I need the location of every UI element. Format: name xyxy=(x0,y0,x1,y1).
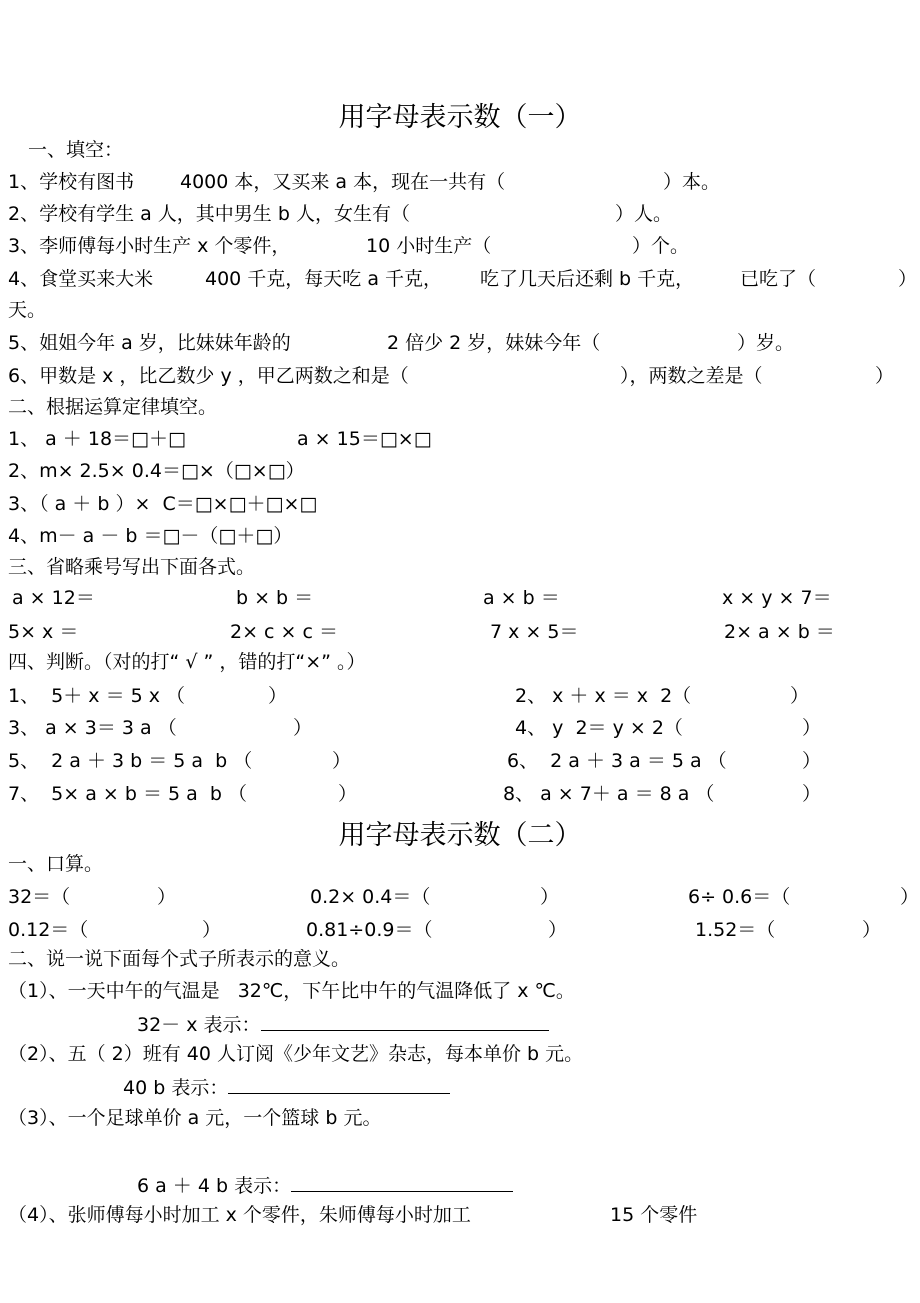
q3-part1: 3、李师傅每小时生产 x 个零件， xyxy=(8,235,291,257)
meaning-q1: （1）、一天中午的气温是 32℃，下午比中午的气温降低了 x ℃。 xyxy=(8,980,575,1002)
judge-6: 6、 2 a ＋ 3 a ＝ 5 a （ xyxy=(507,750,727,772)
judge-8-close: ） xyxy=(802,783,822,805)
q4-part6: 天。 xyxy=(8,299,47,321)
meaning-q3-expr xyxy=(137,1173,513,1197)
expr-r2c1: 5× x ＝ xyxy=(8,621,79,643)
p2-heading: 二、说一说下面每个式子所表示的意义。 xyxy=(8,948,351,970)
judge-3: 3、 a × 3＝ 3 a （ xyxy=(8,717,177,739)
judge-4: 4、 y 2＝ y × 2（ xyxy=(515,717,683,739)
q5-part3: ）岁。 xyxy=(737,332,795,354)
meaning-q3-expr-label: 6 a ＋ 4 b 表示： xyxy=(137,1175,292,1197)
judge-1: 1、 5＋ x ＝ 5 x （ xyxy=(8,685,186,707)
q6-part3: ） xyxy=(875,365,895,387)
section4-heading: 四、判断。（对的打“ √ ” ，错的打“×” 。） xyxy=(8,651,366,673)
q4-part5: ） xyxy=(898,268,918,290)
judge-3-close: ） xyxy=(293,717,313,739)
q4-part1: 4、食堂买来大米 xyxy=(8,268,154,290)
q2-part2: ）人。 xyxy=(615,203,673,225)
mental-r1c3: 6÷ 0.6＝（ xyxy=(688,886,791,908)
mental-r2c1-close: ） xyxy=(202,919,222,941)
meaning-q4-part2: 15 个零件 xyxy=(610,1204,698,1226)
judge-7-close: ） xyxy=(338,783,358,805)
q1-part3: ）本。 xyxy=(663,171,721,193)
meaning-q2-expr-label: 40 b 表示： xyxy=(123,1077,229,1099)
worksheet-title-2: 用字母表示数（二） xyxy=(338,820,582,851)
answer-blank-1[interactable] xyxy=(261,1012,549,1031)
q5-part1: 5、姐姐今年 a 岁，比妹妹年龄的 xyxy=(8,332,291,354)
section2-heading: 二、根据运算定律填空。 xyxy=(8,396,218,418)
q3-part3: ）个。 xyxy=(632,235,690,257)
q1-part1: 1、学校有图书 xyxy=(8,171,135,193)
p1-heading: 一、口算。 xyxy=(8,853,104,875)
meaning-q2-expr xyxy=(123,1075,450,1099)
q4-part4: 已吃了（ xyxy=(740,268,817,290)
law-q1b: a × 15＝□×□ xyxy=(297,428,432,450)
law-q3: 3、（ a ＋ b ）× C＝□×□＋□×□ xyxy=(8,493,318,515)
expr-r2c2: 2× c × c ＝ xyxy=(230,621,338,643)
mental-r2c1: 0.12＝（ xyxy=(8,919,89,941)
law-q1a: 1、 a ＋ 18＝□＋□ xyxy=(8,428,186,450)
judge-5-close: ） xyxy=(332,750,352,772)
q2-part1: 2、学校有学生 a 人，其中男生 b 人，女生有（ xyxy=(8,203,410,225)
judge-6-close: ） xyxy=(802,750,822,772)
judge-2: 2、 x ＋ x ＝ x 2（ xyxy=(515,685,692,707)
q3-part2: 10 小时生产（ xyxy=(366,235,492,257)
q1-part2: 4000 本，又买来 a 本，现在一共有（ xyxy=(180,171,506,193)
meaning-q4-part1: （4）、张师傅每小时加工 x 个零件，朱师傅每小时加工 xyxy=(8,1204,471,1226)
expr-r1c4: x × y × 7＝ xyxy=(722,587,832,609)
mental-r1c2: 0.2× 0.4＝（ xyxy=(310,886,431,908)
mental-r2c2: 0.81÷0.9＝（ xyxy=(306,919,433,941)
judge-4-close: ） xyxy=(802,717,822,739)
answer-blank-2[interactable] xyxy=(228,1075,450,1094)
mental-r2c3-close: ） xyxy=(862,919,882,941)
mental-r2c3: 1.52＝（ xyxy=(695,919,776,941)
expr-r1c2: b × b ＝ xyxy=(236,587,314,609)
q5-part2: 2 倍少 2 岁，妹妹今年（ xyxy=(387,332,601,354)
judge-7: 7、 5× a × b ＝ 5 a b （ xyxy=(8,783,247,805)
answer-blank-3[interactable] xyxy=(291,1173,513,1192)
meaning-q2: （2）、五（ 2）班有 40 人订阅《少年文艺》杂志，每本单价 b 元。 xyxy=(8,1043,584,1065)
expr-r1c3: a × b ＝ xyxy=(483,587,560,609)
judge-8: 8、 a × 7＋ a ＝ 8 a （ xyxy=(503,783,715,805)
judge-1-close: ） xyxy=(268,685,288,707)
meaning-q1-expr-label: 32－ x 表示： xyxy=(137,1014,261,1036)
judge-5: 5、 2 a ＋ 3 b ＝ 5 a b （ xyxy=(8,750,253,772)
mental-r1c3-close: ） xyxy=(900,886,920,908)
law-q4: 4、m－ a － b ＝□－（□＋□） xyxy=(8,525,293,547)
q4-part3: 吃了几天后还剩 b 千克， xyxy=(480,268,695,290)
expr-r2c4: 2× a × b ＝ xyxy=(724,621,835,643)
q6-part2: ），两数之差是（ xyxy=(620,365,763,387)
mental-r2c2-close: ） xyxy=(548,919,568,941)
mental-r1c1: 32＝（ xyxy=(8,886,71,908)
worksheet-title-1: 用字母表示数（一） xyxy=(338,102,582,133)
expr-r1c1: a × 12＝ xyxy=(12,587,95,609)
judge-2-close: ） xyxy=(790,685,810,707)
expr-r2c3: 7 x × 5＝ xyxy=(490,621,579,643)
meaning-q3: （3）、一个足球单价 a 元，一个篮球 b 元。 xyxy=(8,1107,382,1129)
mental-r1c1-close: ） xyxy=(157,886,177,908)
section3-heading: 三、省略乘号写出下面各式。 xyxy=(8,556,256,578)
q4-part2: 400 千克，每天吃 a 千克， xyxy=(205,268,443,290)
meaning-q1-expr xyxy=(137,1012,549,1036)
q6-part1: 6、甲数是 x ，比乙数少 y ，甲乙两数之和是（ xyxy=(8,365,409,387)
mental-r1c2-close: ） xyxy=(540,886,560,908)
section1-heading: 一、填空： xyxy=(28,139,124,161)
law-q2: 2、m× 2.5× 0.4＝□×（□×□） xyxy=(8,460,305,482)
